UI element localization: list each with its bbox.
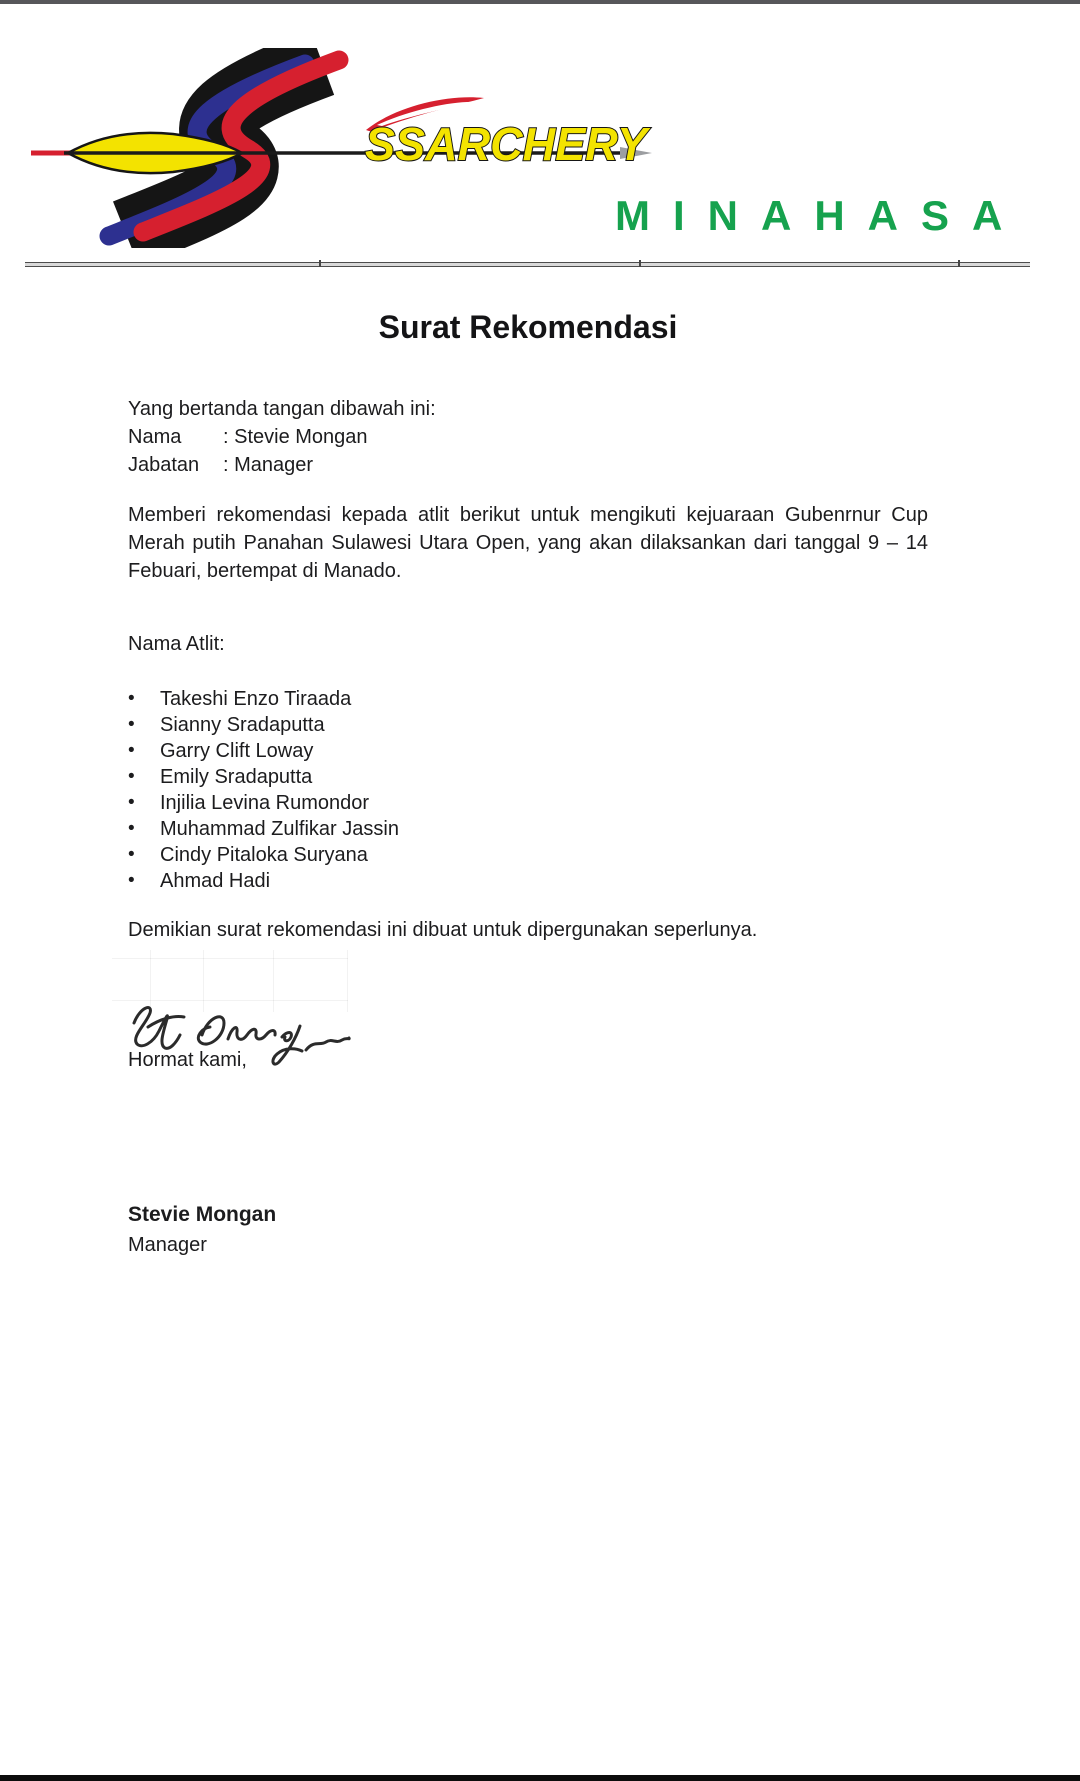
divider-tick — [639, 260, 641, 267]
athlete-list — [128, 686, 828, 894]
athlete-item: • Injilia Levina Rumondor — [128, 790, 828, 816]
athletes-heading: Nama Atlit: — [128, 633, 225, 655]
intro-block — [128, 395, 928, 479]
signer-name: Stevie Mongan — [128, 1203, 277, 1226]
athlete-item: • Muhammad Zulfikar Jassin — [128, 816, 828, 842]
scan-bottom-edge — [0, 1775, 1080, 1781]
scan-artifact-line — [112, 958, 348, 959]
field-value: : Manager — [223, 454, 314, 476]
signature-stroke — [134, 1008, 180, 1049]
signer-role: Manager — [128, 1234, 207, 1256]
divider-tick — [319, 260, 321, 267]
field-label: Jabatan — [128, 454, 200, 476]
signature-stroke — [273, 1026, 349, 1064]
salutation: Hormat kami, — [128, 1049, 247, 1071]
athlete-item: • Emily Sradaputta — [128, 764, 828, 790]
intro-line: Yang bertanda tangan dibawah ini: — [128, 398, 436, 420]
letterhead-divider — [25, 262, 1030, 267]
athlete-item: • Takeshi Enzo Tiraada — [128, 686, 828, 712]
divider-tick — [958, 260, 960, 267]
athlete-item: • Sianny Sradaputta — [128, 712, 828, 738]
page-title: Surat Rekomendasi — [378, 309, 678, 345]
paragraph-line: Febuari, bertempat di Manado. — [128, 560, 402, 582]
field-label: Nama — [128, 426, 182, 448]
region-wordmark-text: MINAHASA — [615, 192, 1026, 239]
closing-line: Demikian surat rekomendasi ini dibuat untuk dipergunakan seperlunya. — [128, 919, 758, 941]
paragraph-line: Merah putih Panahan Sulawesi Utara Open, yang akan dilaksankan dari tanggal 9 – 14 — [128, 532, 928, 554]
field-row-nama — [128, 423, 928, 451]
signer-block — [128, 1199, 276, 1261]
brand-wordmark-text: SSARCHERY — [365, 118, 652, 170]
athlete-item: • Cindy Pitaloka Suryana — [128, 842, 828, 868]
athlete-item: • Ahmad Hadi — [128, 868, 828, 894]
body-paragraph — [128, 501, 928, 585]
athlete-item: • Garry Clift Loway — [128, 738, 828, 764]
scan-top-edge — [0, 0, 1080, 4]
paragraph-line: Memberi rekomendasi kepada atlit berikut untuk mengikuti kejuaraan Gubenrnur Cup — [128, 504, 928, 526]
field-value: : Stevie Mongan — [223, 426, 368, 448]
signature-stroke — [198, 1017, 275, 1044]
field-row-jabatan — [128, 451, 928, 479]
